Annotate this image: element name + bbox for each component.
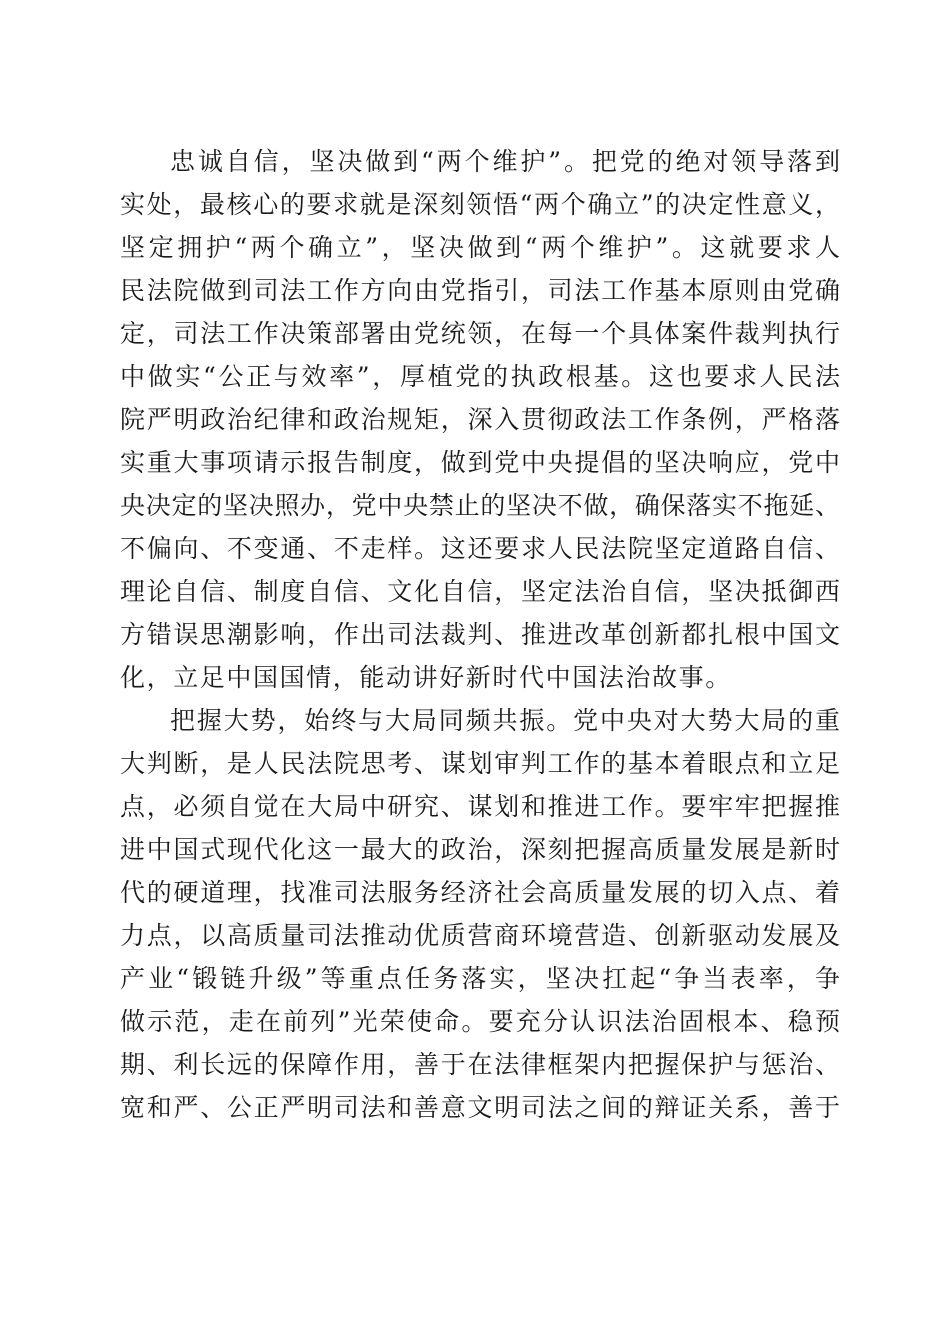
paragraph-1 [120, 140, 840, 699]
text-line: 点，必须自觉在大局中研究、谋划和推进工作。要牢牢把握推 [120, 792, 840, 821]
text-line: 央决定的坚决照办，党中央禁止的坚决不做，确保落实不拖延、 [120, 491, 840, 520]
text-line: 理论自信、制度自信、文化自信，坚定法治自信，坚决抵御西 [120, 577, 840, 606]
text-line: 院严明政治纪律和政治规矩，深入贯彻政法工作条例，严格落 [120, 405, 840, 434]
text-line: 方错误思潮影响，作出司法裁判、推进改革创新都扎根中国文 [120, 620, 840, 649]
text-line: 进中国式现代化这一最大的政治，深刻把握高质量发展是新时 [120, 835, 840, 864]
text-line: 力点，以高质量司法推动优质营商环境营造、创新驱动发展及 [120, 921, 840, 950]
text-line: 化，立足中国国情，能动讲好新时代中国法治故事。 [120, 663, 732, 692]
text-line: 坚定拥护“两个确立”，坚决做到“两个维护”。这就要求人 [120, 233, 840, 262]
text-line: 民法院做到司法工作方向由党指引，司法工作基本原则由党确 [120, 276, 840, 305]
text-line: 产业“锻链升级”等重点任务落实，坚决扛起“争当表率，争 [120, 964, 840, 993]
text-line: 不偏向、不变通、不走样。这还要求人民法院坚定道路自信、 [120, 534, 840, 563]
paragraph-2 [120, 699, 840, 1129]
body-text [120, 140, 840, 1129]
text-line: 代的硬道理，找准司法服务经济社会高质量发展的切入点、着 [120, 878, 840, 907]
text-line: 忠诚自信，坚决做到“两个维护”。把党的绝对领导落到 [170, 147, 840, 176]
text-line: 期、利长远的保障作用，善于在法律框架内把握保护与惩治、 [120, 1050, 840, 1079]
text-line: 定，司法工作决策部署由党统领，在每一个具体案件裁判执行 [120, 319, 840, 348]
text-line: 大判断，是人民法院思考、谋划审判工作的基本着眼点和立足 [120, 749, 840, 778]
text-line: 把握大势，始终与大局同频共振。党中央对大势大局的重 [170, 706, 840, 735]
text-line: 做示范，走在前列”光荣使命。要充分认识法治固根本、稳预 [120, 1007, 840, 1036]
text-line: 实重大事项请示报告制度，做到党中央提倡的坚决响应，党中 [120, 448, 840, 477]
text-line: 宽和严、公正严明司法和善意文明司法之间的辩证关系，善于 [120, 1093, 840, 1122]
text-line: 实处，最核心的要求就是深刻领悟“两个确立”的决定性意义， [120, 190, 840, 219]
text-line: 中做实“公正与效率”，厚植党的执政根基。这也要求人民法 [120, 362, 840, 391]
